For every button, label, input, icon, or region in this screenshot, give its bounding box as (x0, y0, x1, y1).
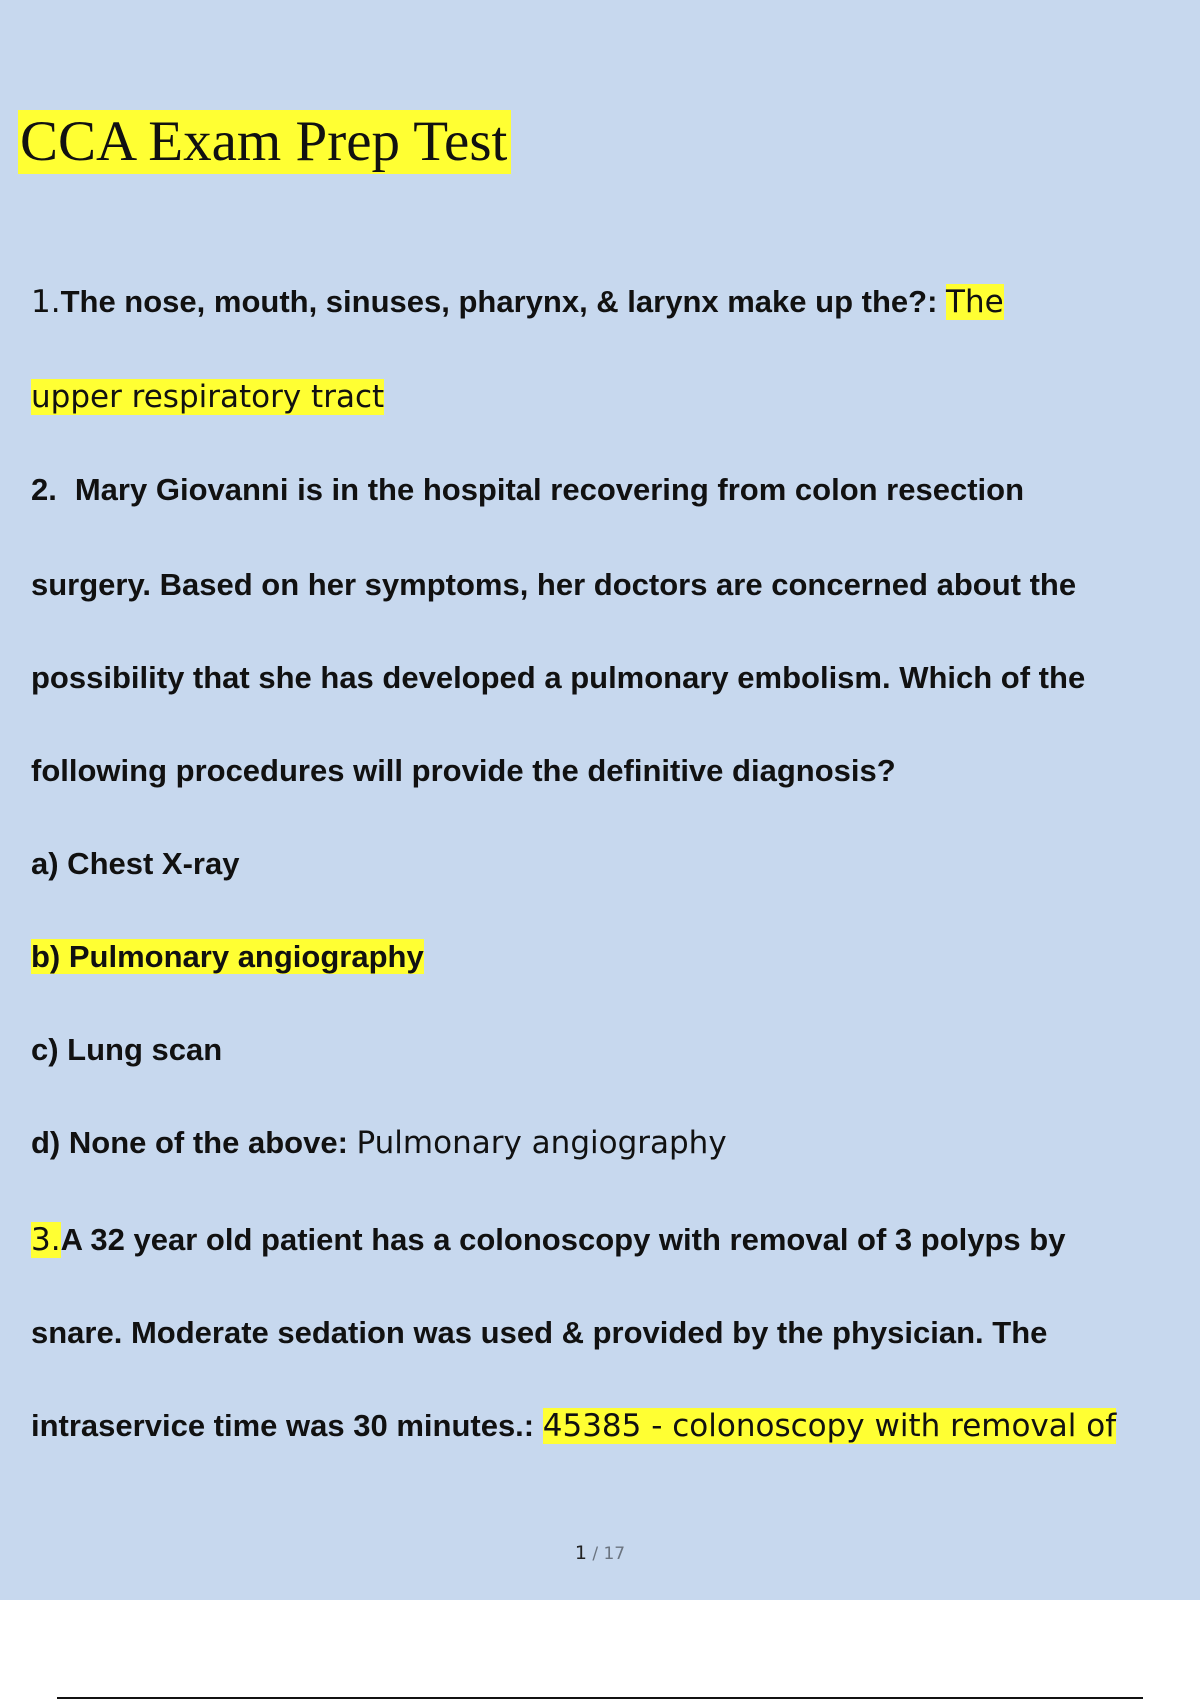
question-2-text-line: possibility that she has developed a pulmonary embolism. Which of the (31, 660, 1086, 695)
question-2-answer: Pulmonary angiography (356, 1125, 727, 1161)
question-1-line-1 (31, 282, 1004, 322)
question-3-answer: 45385 - colonoscopy with removal of (542, 1408, 1117, 1444)
question-2-text-line: Mary Giovanni is in the hospital recovering from colon resection (74, 472, 1025, 507)
question-2-text-line: surgery. Based on her symptoms, her doctors are concerned about the (31, 567, 1077, 602)
document-title: CCA Exam Prep Test (18, 110, 511, 174)
total-pages: / 17 (592, 1544, 626, 1564)
question-3-text-line: A 32 year old patient has a colonoscopy with removal of 3 polyps by (60, 1222, 1066, 1257)
question-1-line-2 (31, 377, 384, 417)
question-1-text: The nose, mouth, sinuses, pharynx, & larynx make up the?: (60, 284, 938, 319)
question-2-option-c: c) Lung scan (31, 1032, 223, 1067)
question-3-number: 3. (31, 1222, 61, 1258)
question-3-text-line: snare. Moderate sedation was used & provided by the physician. The (31, 1315, 1048, 1350)
page-indicator (0, 1542, 1200, 1565)
question-2-option-d-row (31, 1123, 727, 1163)
question-3-line-3 (31, 1406, 1116, 1446)
question-2-text-line: following procedures will provide the definitive diagnosis? (31, 753, 896, 788)
question-2-line-1 (31, 470, 1024, 510)
question-2-option-d: d) None of the above: (31, 1125, 348, 1160)
question-3-line-1 (31, 1220, 1065, 1260)
question-3-text-line: intraservice time was 30 minutes.: (31, 1408, 535, 1443)
question-2-number: 2. (31, 472, 57, 507)
question-1-answer-part-2: upper respiratory tract (31, 379, 385, 415)
question-1-number: 1. (31, 284, 61, 320)
next-page-divider (57, 1697, 1143, 1699)
question-1-answer-part-1: The (946, 284, 1004, 320)
current-page-number: 1 (574, 1542, 587, 1564)
question-2-option-b: b) Pulmonary angiography (31, 939, 424, 974)
question-2-option-b-row (31, 937, 424, 977)
question-2-option-a: a) Chest X-ray (31, 846, 240, 881)
